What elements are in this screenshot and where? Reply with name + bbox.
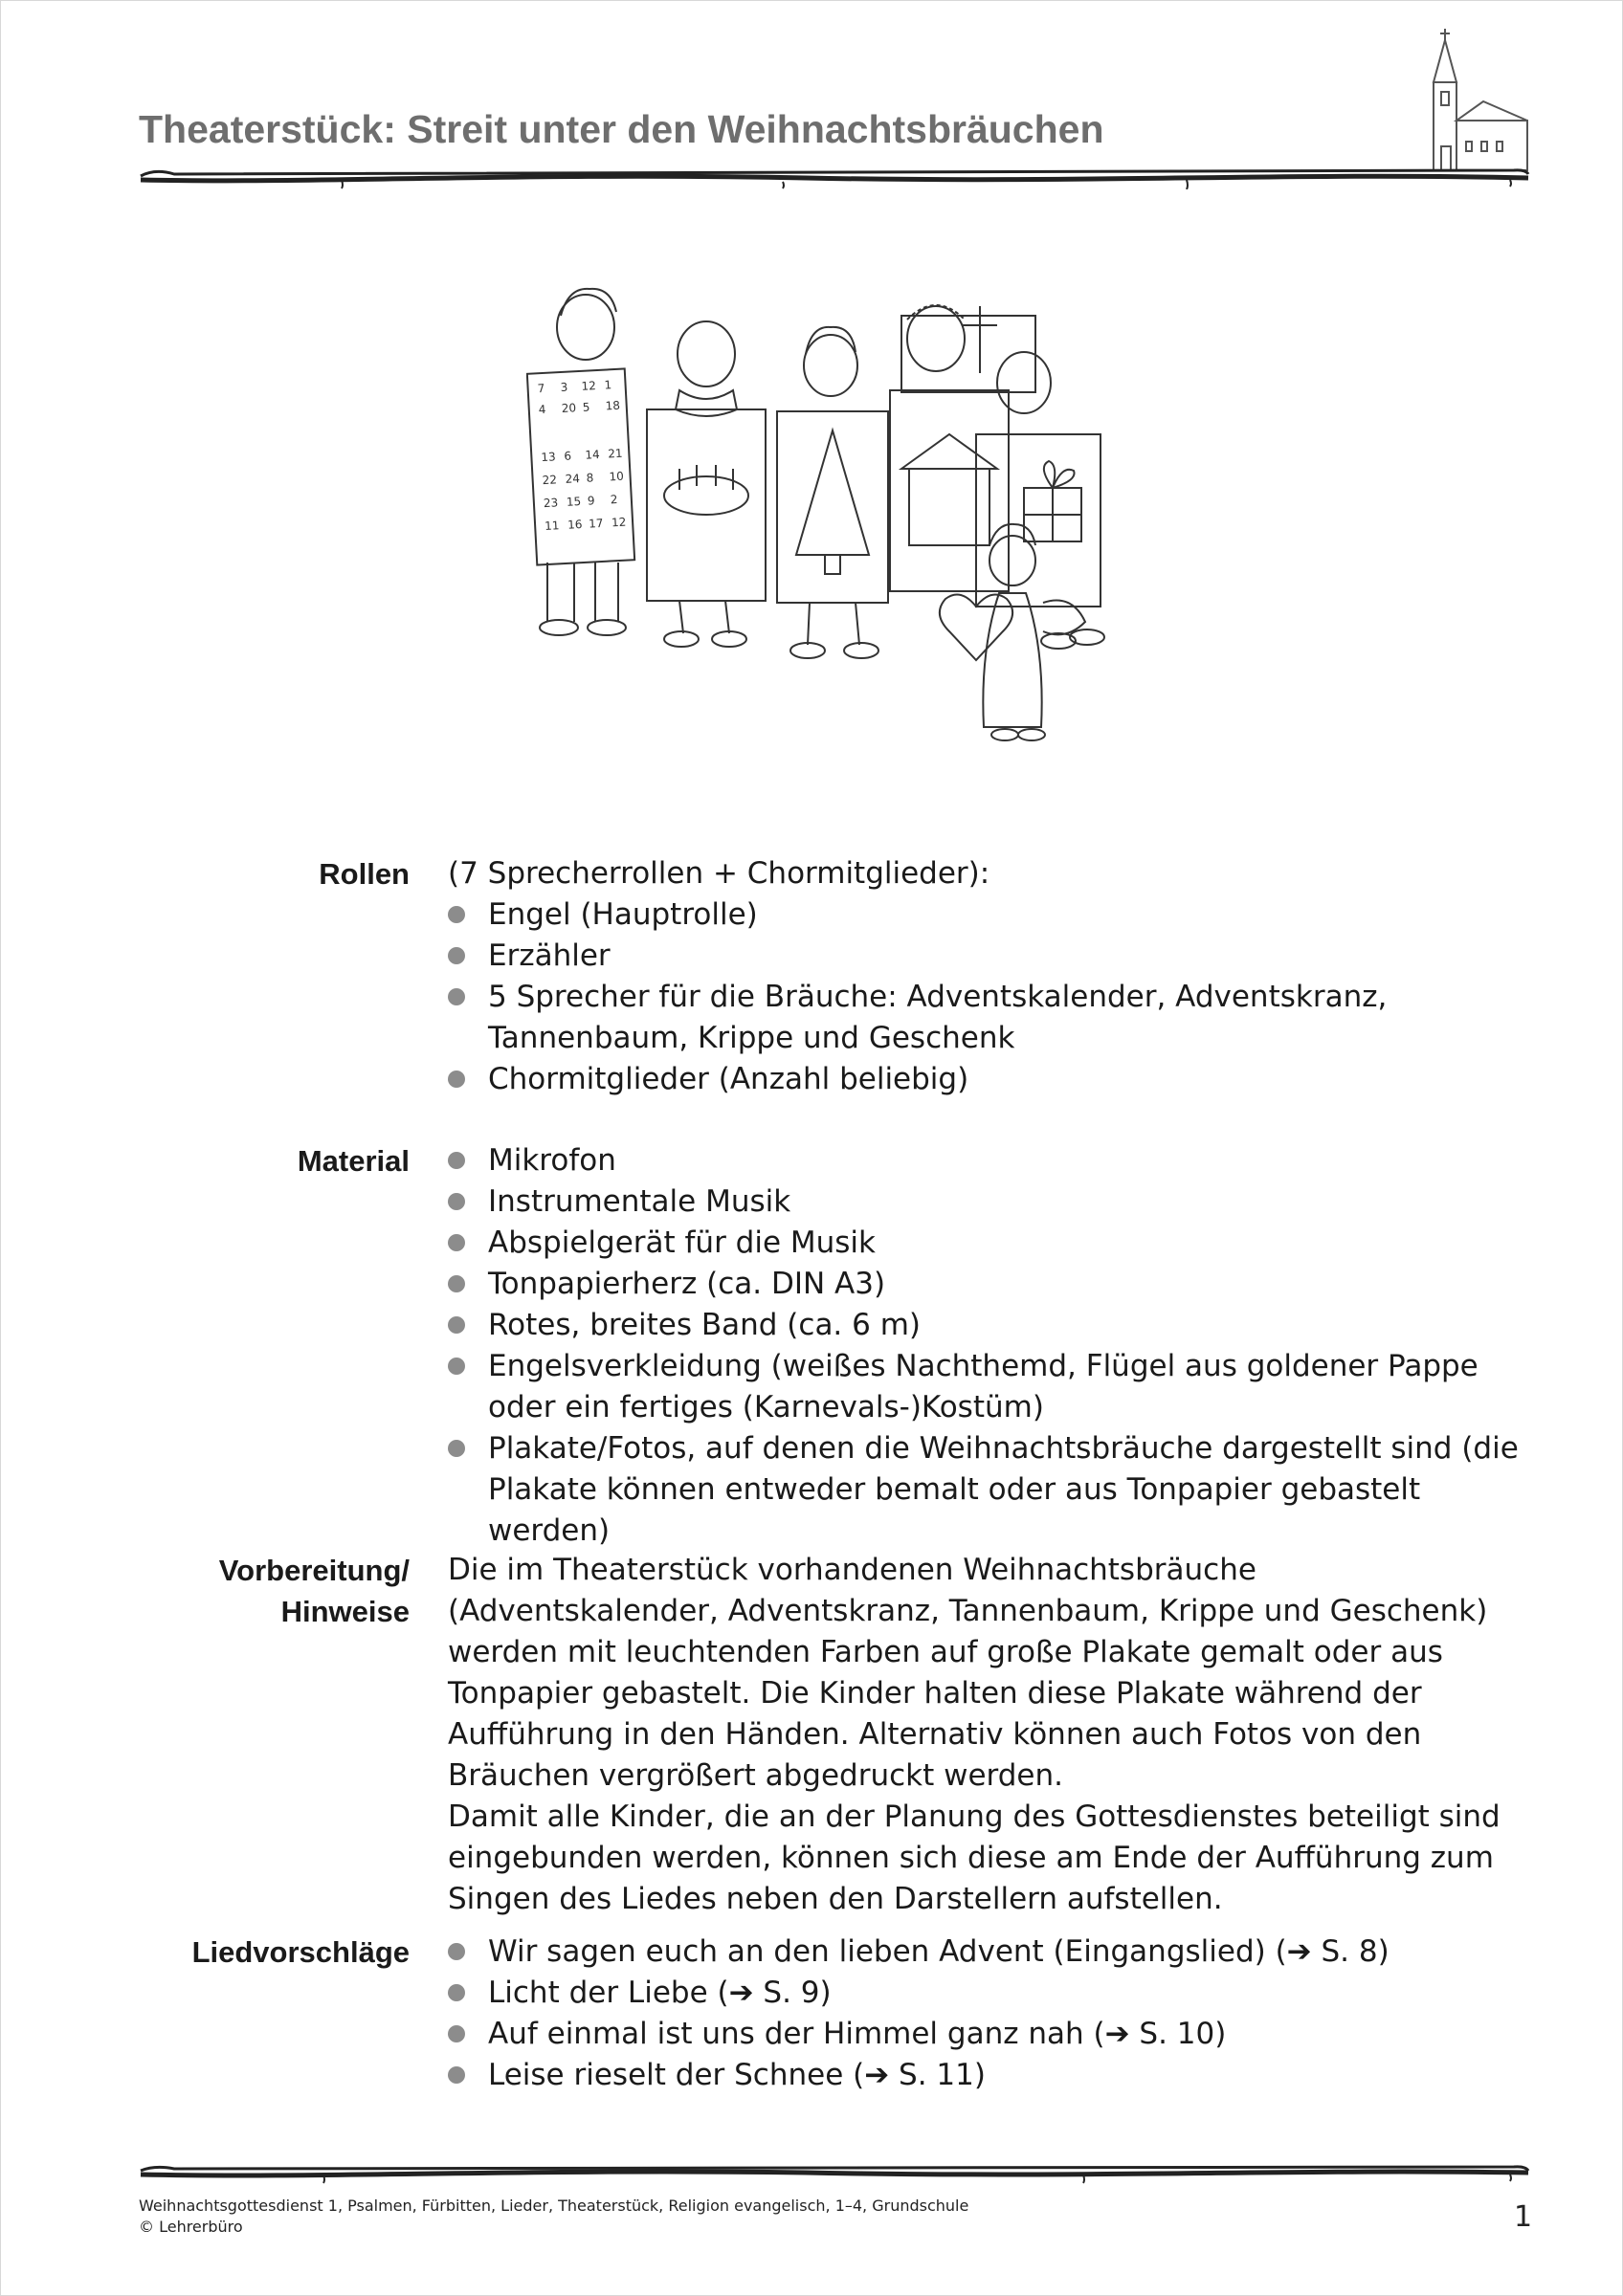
bullet-icon <box>448 947 465 964</box>
bullet-icon <box>448 906 465 923</box>
list-item: Tonpapierherz (ca. DIN A3) <box>448 1264 1529 1305</box>
footer-text <box>139 2196 968 2238</box>
section-content <box>448 1140 1529 1552</box>
children-with-posters-illustration <box>526 277 1120 784</box>
calendar-door: 16 <box>567 518 583 532</box>
calendar-door: 8 <box>586 471 594 485</box>
calendar-door: 9 <box>587 494 595 508</box>
section-content <box>448 1932 1529 2096</box>
calendar-door: 10 <box>609 469 625 484</box>
footer-line: Weihnachtsgottesdienst 1, Psalmen, Fürbitten, Lieder, Theaterstück, Religion evangelisch, 1–4, Grundschule <box>139 2197 969 2215</box>
bullet-icon <box>448 1234 465 1251</box>
section-label: Rollen <box>319 857 410 891</box>
list-item: Mikrofon <box>448 1140 1529 1181</box>
list-item: Instrumentale Musik <box>448 1181 1529 1223</box>
calendar-door: 24 <box>565 472 581 486</box>
calendar-door: 20 <box>561 401 577 415</box>
list-item: Plakate/Fotos, auf denen die Weihnachtsbräuche dargestellt sind (die Plakate können entweder bemalt oder aus Tonpapier gebastelt werden) <box>448 1428 1529 1552</box>
list-item: Wir sagen euch an den lieben Advent (Eingangslied) (➔ S. 8) <box>448 1932 1529 1973</box>
section-label <box>161 1550 410 1632</box>
calendar-door: 1 <box>604 378 612 392</box>
paragraph: Damit alle Kinder, die an der Planung des Gottesdienstes beteiligt sind eingebunden werden, können sich diese am Ende der Aufführung zum Singen des Liedes neben den Darstellern aufstellen. <box>448 1799 1501 1916</box>
bullet-icon <box>448 1943 465 1960</box>
calendar-door: 11 <box>544 519 560 534</box>
bullet-icon <box>448 1275 465 1292</box>
label-line: Vorbereitung/ <box>218 1554 410 1587</box>
bullet-icon <box>448 1071 465 1088</box>
list-item: Auf einmal ist uns der Himmel ganz nah (➔ S. 10) <box>448 2014 1529 2055</box>
section-content <box>448 853 1529 1100</box>
list-item: Engel (Hauptrolle) <box>448 894 1529 936</box>
calendar-door: 12 <box>611 515 627 530</box>
section-label: Material <box>297 1144 410 1178</box>
page-number: 1 <box>1514 2200 1533 2234</box>
bullet-icon <box>448 1984 465 2001</box>
calendar-door: 7 <box>537 381 545 396</box>
list-item: Rotes, breites Band (ca. 6 m) <box>448 1305 1529 1346</box>
church-icon <box>1426 27 1531 180</box>
list-item: Engelsverkleidung (weißes Nachthemd, Flügel aus goldener Pappe oder ein fertiges (Karnevals-)Kostüm) <box>448 1346 1529 1428</box>
paragraph: Die im Theaterstück vorhandenen Weihnachtsbräuche (Adventskalender, Adventskranz, Tannenbaum, Krippe und Geschenk) werden mit leuchtenden Farben auf große Plakate gemalt oder aus Tonpapier gebastelt. Die Kinder halten diese Plakate während der Aufführung in den Händen. Alternativ können auch Fotos von den Bräuchen vergrößert abgedruckt werden. <box>448 1553 1488 1793</box>
footer-divider <box>136 2157 1533 2186</box>
list-item: Licht der Liebe (➔ S. 9) <box>448 1973 1529 2014</box>
bullet-icon <box>448 2066 465 2084</box>
calendar-door: 14 <box>584 447 600 462</box>
label-line: Hinweise <box>280 1595 410 1628</box>
calendar-door: 21 <box>607 446 623 461</box>
calendar-door: 3 <box>560 380 568 394</box>
list-item: Abspielgerät für die Musik <box>448 1223 1529 1264</box>
bullet-icon <box>448 1193 465 1210</box>
calendar-door: 22 <box>542 473 558 488</box>
section-content <box>448 1550 1529 1920</box>
bullet-icon <box>448 2025 465 2042</box>
calendar-door: 13 <box>541 450 557 465</box>
list-item: Leise rieselt der Schnee (➔ S. 11) <box>448 2055 1529 2096</box>
bullet-icon <box>448 1358 465 1375</box>
list-item: 5 Sprecher für die Bräuche: Adventskalender, Adventskranz, Tannenbaum, Krippe und Geschenk <box>448 977 1529 1059</box>
bullet-icon <box>448 1316 465 1334</box>
calendar-door: 23 <box>543 496 559 511</box>
bullet-icon <box>448 1440 465 1457</box>
list-item: Erzähler <box>448 936 1529 977</box>
calendar-door: 4 <box>538 402 546 417</box>
bullet-icon <box>448 1152 465 1169</box>
footer-line: © Lehrerbüro <box>139 2218 243 2236</box>
calendar-door: 15 <box>566 495 582 509</box>
header-divider <box>136 161 1533 189</box>
calendar-door: 18 <box>605 398 621 413</box>
list-item: Chormitglieder (Anzahl beliebig) <box>448 1059 1529 1100</box>
calendar-door: 2 <box>610 493 618 507</box>
rollen-intro: (7 Sprecherrollen + Chormitglieder): <box>448 856 990 891</box>
calendar-door: 6 <box>564 449 572 463</box>
calendar-door: 17 <box>588 516 604 531</box>
bullet-icon <box>448 988 465 1005</box>
section-label: Liedvorschläge <box>191 1935 410 1969</box>
calendar-door: 12 <box>581 379 597 393</box>
page-title: Theaterstück: Streit unter den Weihnachtsbräuchen <box>139 107 1104 151</box>
calendar-door: 5 <box>582 400 590 414</box>
